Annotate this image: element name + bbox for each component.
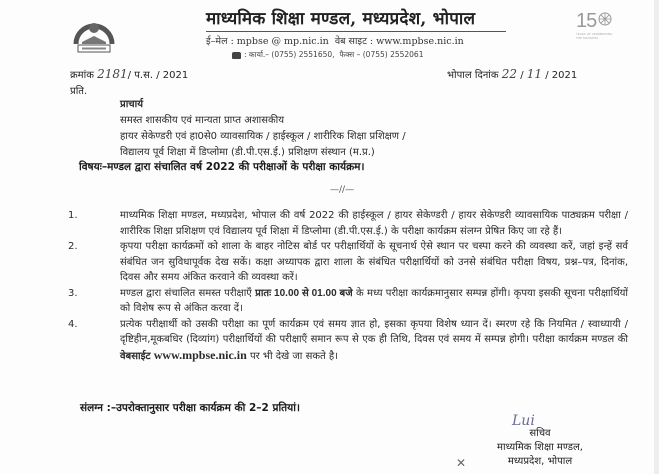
ink-mark: ✕: [456, 456, 467, 470]
list-item: 2. कृपया परीक्षा कार्यक्रमों को शाला के बाहर नोटिस बोर्ड पर परीक्षार्थियों के सूचनार्थ ऐसे स्थान पर चस्पा करने की व्यवस्था करें, जहां इन्हें सर्व संबंधित जन सुविधापूर्वक देख सकें। कक्षा अध्यापक द्वारा शाला के संबंधित परीक्षार्थियों को उनसे संबंधित परीक्षा विषय, प्रश्न–पत्र, दिनांक, दिवस और समय अंकित करवाने की व्यवस्था करें।: [68, 241, 628, 283]
chakra-wheel-icon: [598, 12, 612, 26]
website-link[interactable]: : www.mpbse.nic.in: [369, 36, 464, 47]
phone-line: : कार्या.– (0755) 2551650, फैक्स – (0755) 2552061: [232, 50, 532, 60]
gandhi-150-logo: 15 YEARS OF CELEBRATING THE MAHATMA: [576, 10, 613, 40]
emblem-icon: [70, 10, 118, 54]
signature-scribble: Lui: [512, 413, 535, 429]
instruction-list: [68, 208, 628, 364]
contact-line: ई–मेल : mpbse @ mp.nic.in वेब साइट : www.mpbse.nic.in: [206, 36, 464, 47]
reference-number: क्रमांक 2181/ प.स. / 2021: [70, 67, 189, 81]
exam-time: प्रातः 10.00 से 01.00 बजे: [255, 287, 353, 299]
letter-date: भोपाल दिनांक 22 / 11 / 2021: [447, 67, 578, 81]
addressee-block: प्राचार्य समस्त शासकीय एवं मान्यता प्राप्त अशासकीय हायर सेकेण्डरी एवं हा0से0 व्यावसायिक / हाईस्कूल / शारीरिक शिक्षा प्रशिक्षण / विद्यालय पूर्व शिक्षा में डिप्लोमा (डी.पी.एस.ई.) प्रशिक्षण संस्थान (म.प्र.): [120, 99, 406, 158]
handwritten-number: 2181: [97, 67, 128, 81]
website-url-link[interactable]: www.mpbse.nic.in: [153, 347, 247, 362]
enclosure-note: संलग्न :–उपरोक्तानुसार परीक्षा कार्यक्रम की 2–2 प्रतियां।: [80, 402, 300, 414]
list-item: 3. मण्डल द्वारा संचालित समस्त परीक्षाएँ प्रातः 10.00 से 01.00 बजे के मध्य परीक्षा कार्यक्रमानुसार सम्पन्न होंगी। कृपया इसकी सूचना परीक्षार्थियों को विशेष रूप से अंकित करवा दें।: [68, 287, 629, 314]
telephone-icon: [232, 52, 241, 59]
list-item: 4. प्रत्येक परीक्षार्थी को उसकी परीक्षा का पूर्ण कार्यक्रम एवं समय ज्ञात हो, इसका कृपया विशेष ध्यान दें। स्मरण रहे कि नियमित / स्वाध्यायी / दृष्टिहीन,मूकबधिर (दिव्यांग) परीक्षार्थियों की परीक्षाएँ समान रूप से एक ही तिथि, दिवस एवं समय में सम्पन्न होगी। परीक्षा कार्यक्रम मण्डल की वेबसाईट www.mpbse.nic.in पर भी देखे जा सकते है।: [68, 318, 628, 362]
list-item: 1. माध्यमिक शिक्षा मण्डल, मध्यप्रदेश, भोपाल की वर्ष 2022 की हाईस्कूल / हायर सेकेण्डरी / हायर सेकेण्डरी व्यावसायिक पाठ्यक्रम परीक्षा / शारीरिक शिक्षा प्रशिक्षण एवं विद्यालय पूर्व शिक्षा में डिप्लोमा (डी.पी.एस.ई.) के परीक्षा कार्यक्रम संलग्न प्रेषित किए जा रहे हैं।: [68, 210, 628, 237]
header-underline: [206, 31, 506, 32]
email-link[interactable]: : mpbse @ mp.nic.in: [230, 36, 329, 47]
organization-title: माध्यमिक शिक्षा मण्डल, मध्यप्रदेश, भोपाल: [206, 9, 476, 29]
subject-line: विषयः–मण्डल द्वारा संचालित वर्ष 2022 की परीक्षाओं के परीक्षा कार्यक्रम।: [79, 161, 365, 173]
board-emblem-logo: [70, 10, 118, 54]
separator: —//—: [330, 185, 355, 195]
scrollbar[interactable]: [654, 0, 659, 474]
signature-block: सचिव माध्यमिक शिक्षा मण्डल, मध्यप्रदेश, भोपाल: [497, 428, 583, 467]
to-label: प्रति.: [70, 86, 88, 97]
